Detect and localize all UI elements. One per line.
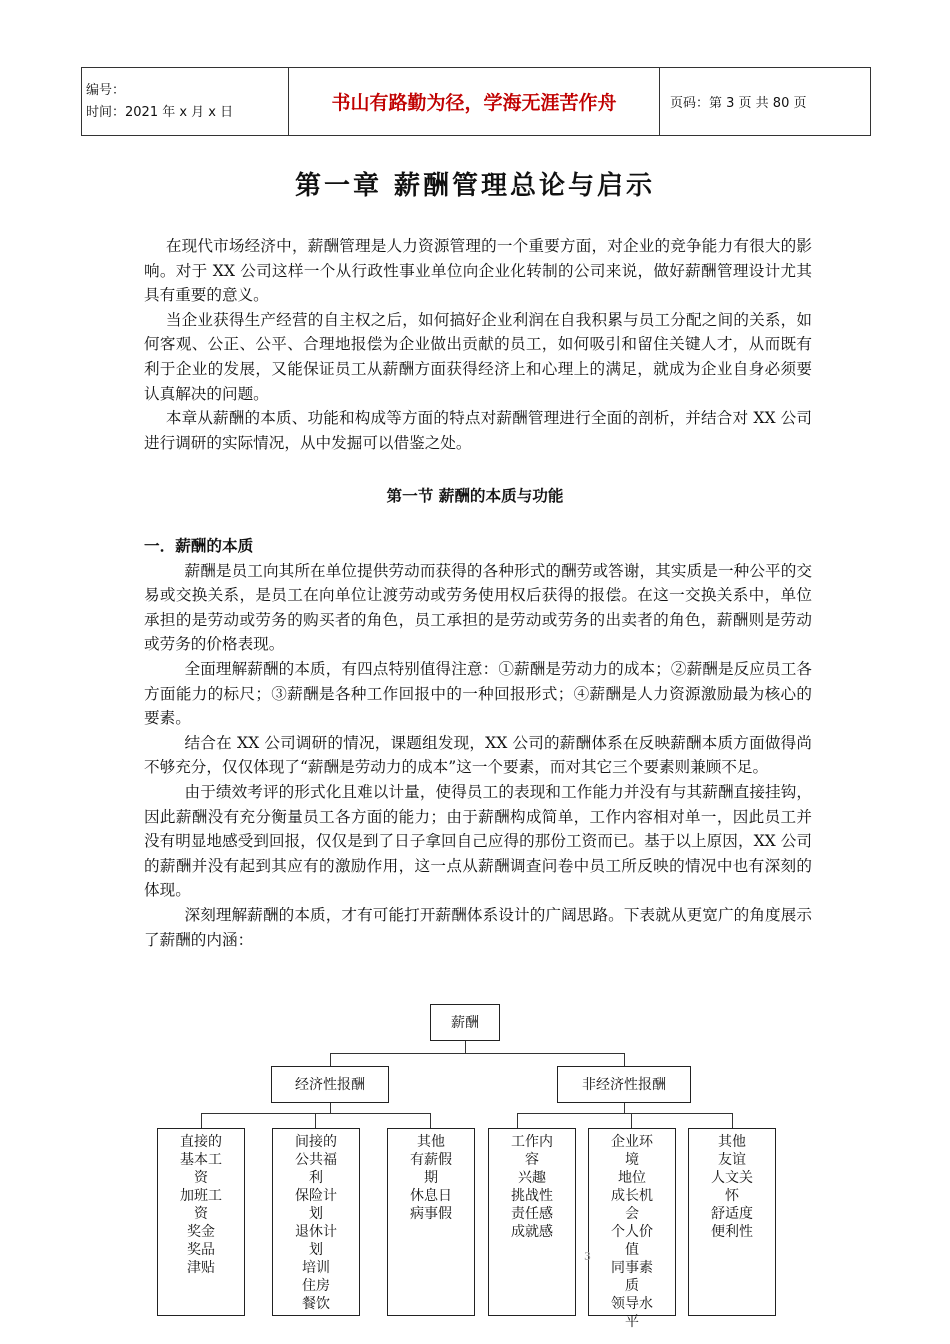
connector-line [517, 1113, 518, 1128]
diagram-leaf-other-economic: 其他 有薪假 期 休息日 病事假 [387, 1128, 475, 1316]
section-body [144, 534, 812, 952]
diagram-root-box: 薪酬 [430, 1004, 500, 1041]
diagram-leaf-other-non-economic: 其他 友谊 人文关 怀 舒适度 便利性 [688, 1128, 776, 1316]
connector-line [201, 1113, 431, 1114]
diagram-leaf-environment: 企业环 境 地位 成长机 会 个人价 值 同事素 质 领导水 平 [588, 1128, 676, 1316]
connector-line [465, 1041, 466, 1053]
connector-line [315, 1113, 316, 1128]
document-date-label: 时间：2021 年 x 月 x 日 [86, 104, 234, 120]
connector-line [631, 1113, 632, 1128]
intro-paragraph: 在现代市场经济中，薪酬管理是人力资源管理的一个重要方面，对企业的竞争能力有很大的影响。对于 XX 公司这样一个从行政性事业单位向企业化转制的公司来说，做好薪酬管理设计尤其具有重要的意义。 [144, 237, 812, 305]
connector-line [624, 1053, 625, 1066]
connector-line [430, 1113, 431, 1128]
intro-section [144, 234, 812, 455]
body-paragraph: 由于绩效考评的形式化且难以计量，使得员工的表现和工作能力并没有与其薪酬直接挂钩，因此薪酬没有充分衡量员工各方面的能力；由于薪酬构成简单，工作内容相对单一，因此员工并没有明显地感受到回报，仅仅是到了日子拿回自己应得的那份工资而已。基于以上原因，XX 公司的薪酬并没有起到其应有的激励作用，这一点从薪酬调查问卷中员工所反映的情况中也有深刻的体现。 [144, 782, 812, 900]
connector-line [330, 1053, 331, 1066]
diagram-leaf-direct: 直接的 基本工 资 加班工 资 奖金 奖品 津贴 [157, 1128, 245, 1316]
connector-line [201, 1113, 202, 1128]
intro-paragraph: 当企业获得生产经营的自主权之后，如何搞好企业利润在自我积累与员工分配之间的关系，如何客观、公正、公平、合理地报偿为企业做出贡献的员工，如何吸引和留住关键人才，从而既有利于企业的发展，又能保证员工从薪酬方面获得经济上和心理上的满足，就成为企业自身必须要认真解决的问题。 [144, 310, 812, 403]
header-meta [82, 68, 289, 136]
body-paragraph: 结合在 XX 公司调研的情况，课题组发现，XX 公司的薪酬体系在反映薪酬本质方面做得尚不够充分，仅仅体现了“薪酬是劳动力的成本”这一个要素，而对其它三个要素则兼顾不足。 [144, 733, 812, 777]
document-number-label: 编号： [86, 82, 126, 98]
connector-line [624, 1102, 625, 1113]
header-motto: 书山有路勤为径，学海无涯苦作舟 [289, 68, 660, 136]
intro-paragraph: 本章从薪酬的本质、功能和构成等方面的特点对薪酬管理进行全面的剖析，并结合对 XX 公司进行调研的实际情况，从中发掘可以借鉴之处。 [144, 409, 812, 452]
subheading: 一．薪酬的本质 [144, 537, 254, 555]
body-paragraph: 全面理解薪酬的本质，有四点特别值得注意：①薪酬是劳动力的成本；②薪酬是反应员工各方面能力的标尺；③薪酬是各种工作回报中的一种回报形式；④薪酬是人力资源激励最为核心的要素。 [144, 659, 812, 728]
connector-line [330, 1053, 625, 1054]
connector-line [517, 1113, 733, 1114]
diagram-leaf-indirect: 间接的 公共福 利 保险计 划 退休计 划 培训 住房 餐饮 [272, 1128, 360, 1316]
connector-line [732, 1113, 733, 1128]
section-title: 第一节 薪酬的本质与功能 [386, 487, 564, 505]
chapter-title: 第一章 薪酬管理总论与启示 [294, 171, 656, 201]
header-page-info: 页码：第 3 页 共 80 页 [660, 68, 871, 136]
body-paragraph: 深刻理解薪酬的本质，才有可能打开薪酬体系设计的广阔思路。下表就从更宽广的角度展示了薪酬的内涵： [144, 905, 812, 949]
diagram-non-economic-box: 非经济性报酬 [557, 1066, 691, 1103]
diagram-economic-box: 经济性报酬 [271, 1066, 389, 1103]
body-paragraph: 薪酬是员工向其所在单位提供劳动而获得的各种形式的酬劳或答谢，其实质是一种公平的交易或交换关系，是员工在向单位让渡劳动或劳务使用权后获得的报偿。在这一交换关系中，单位承担的是劳动或劳务的购买者的角色，员工承担的是劳动或劳务的出卖者的角色，薪酬则是劳动或劳务的价格表现。 [144, 561, 812, 654]
diagram-leaf-work-content: 工作内 容 兴趣 挑战性 责任感 成就感 [488, 1128, 576, 1316]
page-header [81, 67, 871, 136]
connector-line [330, 1102, 331, 1113]
page-number: 3 [584, 1250, 591, 1263]
